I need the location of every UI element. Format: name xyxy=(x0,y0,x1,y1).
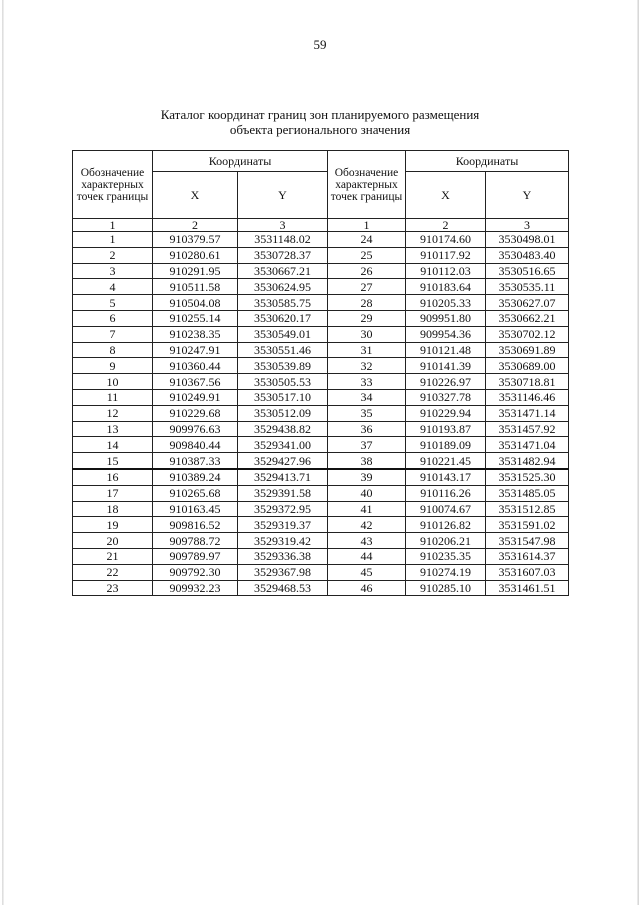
point-id-cell: 1 xyxy=(73,232,153,248)
column-number: 3 xyxy=(238,219,328,232)
x-cell: 910229.94 xyxy=(406,405,486,421)
column-number: 3 xyxy=(486,219,569,232)
point-id-cell: 15 xyxy=(73,453,153,469)
x-cell: 910226.97 xyxy=(406,374,486,390)
column-number: 1 xyxy=(328,219,406,232)
header-x-right: X xyxy=(406,172,486,219)
y-cell: 3530667.21 xyxy=(238,263,328,279)
x-cell: 910285.10 xyxy=(406,580,486,596)
y-cell: 3530718.81 xyxy=(486,374,569,390)
point-id-cell: 41 xyxy=(328,501,406,517)
y-cell: 3531485.05 xyxy=(486,485,569,501)
y-cell: 3531471.04 xyxy=(486,437,569,453)
table-row xyxy=(73,421,569,437)
y-cell: 3531461.51 xyxy=(486,580,569,596)
point-id-cell: 7 xyxy=(73,326,153,342)
x-cell: 910235.35 xyxy=(406,548,486,564)
x-cell: 909932.23 xyxy=(153,580,238,596)
point-id-cell: 33 xyxy=(328,374,406,390)
table-body xyxy=(73,219,569,596)
x-cell: 910247.91 xyxy=(153,342,238,358)
document-title xyxy=(0,107,640,137)
table-row xyxy=(73,358,569,374)
column-number-row xyxy=(73,219,569,232)
x-cell: 909954.36 xyxy=(406,326,486,342)
point-id-cell: 22 xyxy=(73,564,153,580)
table-row xyxy=(73,326,569,342)
y-cell: 3529319.37 xyxy=(238,517,328,533)
x-cell: 910116.26 xyxy=(406,485,486,501)
point-id-cell: 28 xyxy=(328,295,406,311)
table-row xyxy=(73,232,569,248)
header-coords-right: Координаты xyxy=(406,151,569,172)
table-row xyxy=(73,469,569,485)
x-cell: 910360.44 xyxy=(153,358,238,374)
table-row xyxy=(73,342,569,358)
y-cell: 3531614.37 xyxy=(486,548,569,564)
y-cell: 3530702.12 xyxy=(486,326,569,342)
y-cell: 3529341.00 xyxy=(238,437,328,453)
x-cell: 910379.57 xyxy=(153,232,238,248)
y-cell: 3530551.46 xyxy=(238,342,328,358)
y-cell: 3529413.71 xyxy=(238,469,328,485)
y-cell: 3531591.02 xyxy=(486,517,569,533)
x-cell: 910183.64 xyxy=(406,279,486,295)
point-id-cell: 44 xyxy=(328,548,406,564)
y-cell: 3529319.42 xyxy=(238,533,328,549)
table-row xyxy=(73,533,569,549)
title-line-2: объекта регионального значения xyxy=(229,122,411,137)
table-row xyxy=(73,517,569,533)
point-id-cell: 29 xyxy=(328,310,406,326)
point-id-cell: 43 xyxy=(328,533,406,549)
header-x-left: X xyxy=(153,172,238,219)
point-id-cell: 20 xyxy=(73,533,153,549)
x-cell: 910074.67 xyxy=(406,501,486,517)
point-id-cell: 13 xyxy=(73,421,153,437)
y-cell: 3530620.17 xyxy=(238,310,328,326)
point-id-cell: 2 xyxy=(73,247,153,263)
point-id-cell: 18 xyxy=(73,501,153,517)
point-id-cell: 14 xyxy=(73,437,153,453)
table-row xyxy=(73,389,569,405)
point-id-cell: 4 xyxy=(73,279,153,295)
y-cell: 3531457.92 xyxy=(486,421,569,437)
point-id-cell: 23 xyxy=(73,580,153,596)
y-cell: 3531525.30 xyxy=(486,469,569,485)
y-cell: 3530517.10 xyxy=(238,389,328,405)
table-row xyxy=(73,295,569,311)
x-cell: 910280.61 xyxy=(153,247,238,263)
point-id-cell: 30 xyxy=(328,326,406,342)
point-id-cell: 11 xyxy=(73,389,153,405)
point-id-cell: 37 xyxy=(328,437,406,453)
x-cell: 909792.30 xyxy=(153,564,238,580)
y-cell: 3530498.01 xyxy=(486,232,569,248)
y-cell: 3529367.98 xyxy=(238,564,328,580)
x-cell: 910255.14 xyxy=(153,310,238,326)
x-cell: 910189.09 xyxy=(406,437,486,453)
y-cell: 3529372.95 xyxy=(238,501,328,517)
x-cell: 910221.45 xyxy=(406,453,486,469)
column-number: 1 xyxy=(73,219,153,232)
point-id-cell: 24 xyxy=(328,232,406,248)
x-cell: 909788.72 xyxy=(153,533,238,549)
x-cell: 910367.56 xyxy=(153,374,238,390)
x-cell: 910511.58 xyxy=(153,279,238,295)
x-cell: 910143.17 xyxy=(406,469,486,485)
x-cell: 909816.52 xyxy=(153,517,238,533)
point-id-cell: 35 xyxy=(328,405,406,421)
y-cell: 3531547.98 xyxy=(486,533,569,549)
y-cell: 3529391.58 xyxy=(238,485,328,501)
y-cell: 3530728.37 xyxy=(238,247,328,263)
header-point-right: Обозначение характерных точек границы xyxy=(328,151,406,219)
y-cell: 3530539.89 xyxy=(238,358,328,374)
table-row xyxy=(73,247,569,263)
point-id-cell: 46 xyxy=(328,580,406,596)
point-id-cell: 26 xyxy=(328,263,406,279)
y-cell: 3530624.95 xyxy=(238,279,328,295)
page-number: 59 xyxy=(313,37,327,52)
table-row xyxy=(73,548,569,564)
y-cell: 3531148.02 xyxy=(238,232,328,248)
y-cell: 3531482.94 xyxy=(486,453,569,469)
x-cell: 910238.35 xyxy=(153,326,238,342)
y-cell: 3530585.75 xyxy=(238,295,328,311)
x-cell: 909951.80 xyxy=(406,310,486,326)
point-id-cell: 9 xyxy=(73,358,153,374)
y-cell: 3531607.03 xyxy=(486,564,569,580)
point-id-cell: 34 xyxy=(328,389,406,405)
point-id-cell: 16 xyxy=(73,469,153,485)
x-cell: 910112.03 xyxy=(406,263,486,279)
coordinates-table xyxy=(72,150,569,596)
table-row xyxy=(73,564,569,580)
x-cell: 909840.44 xyxy=(153,437,238,453)
x-cell: 910265.68 xyxy=(153,485,238,501)
column-number: 2 xyxy=(153,219,238,232)
x-cell: 910121.48 xyxy=(406,342,486,358)
y-cell: 3530627.07 xyxy=(486,295,569,311)
point-id-cell: 8 xyxy=(73,342,153,358)
table-row xyxy=(73,485,569,501)
x-cell: 910141.39 xyxy=(406,358,486,374)
point-id-cell: 42 xyxy=(328,517,406,533)
point-id-cell: 5 xyxy=(73,295,153,311)
title-line-1: Каталог координат границ зон планируемого размещения xyxy=(160,107,480,122)
y-cell: 3529427.96 xyxy=(238,453,328,469)
table-row xyxy=(73,374,569,390)
x-cell: 910229.68 xyxy=(153,405,238,421)
table-row xyxy=(73,310,569,326)
table-row xyxy=(73,437,569,453)
x-cell: 910327.78 xyxy=(406,389,486,405)
header-y-right: Y xyxy=(486,172,569,219)
x-cell: 910249.91 xyxy=(153,389,238,405)
point-id-cell: 12 xyxy=(73,405,153,421)
table-row xyxy=(73,263,569,279)
y-cell: 3531512.85 xyxy=(486,501,569,517)
point-id-cell: 27 xyxy=(328,279,406,295)
y-cell: 3530483.40 xyxy=(486,247,569,263)
y-cell: 3531471.14 xyxy=(486,405,569,421)
y-cell: 3530512.09 xyxy=(238,405,328,421)
x-cell: 909789.97 xyxy=(153,548,238,564)
y-cell: 3530516.65 xyxy=(486,263,569,279)
point-id-cell: 17 xyxy=(73,485,153,501)
x-cell: 910206.21 xyxy=(406,533,486,549)
y-cell: 3530535.11 xyxy=(486,279,569,295)
point-id-cell: 19 xyxy=(73,517,153,533)
x-cell: 910174.60 xyxy=(406,232,486,248)
table-row xyxy=(73,405,569,421)
x-cell: 910389.24 xyxy=(153,469,238,485)
x-cell: 910117.92 xyxy=(406,247,486,263)
y-cell: 3531146.46 xyxy=(486,389,569,405)
table-row xyxy=(73,453,569,469)
y-cell: 3529438.82 xyxy=(238,421,328,437)
point-id-cell: 45 xyxy=(328,564,406,580)
x-cell: 910126.82 xyxy=(406,517,486,533)
x-cell: 909976.63 xyxy=(153,421,238,437)
y-cell: 3530689.00 xyxy=(486,358,569,374)
x-cell: 910291.95 xyxy=(153,263,238,279)
y-cell: 3529336.38 xyxy=(238,548,328,564)
point-id-cell: 40 xyxy=(328,485,406,501)
point-id-cell: 21 xyxy=(73,548,153,564)
point-id-cell: 36 xyxy=(328,421,406,437)
table-row xyxy=(73,580,569,596)
y-cell: 3530662.21 xyxy=(486,310,569,326)
x-cell: 910387.33 xyxy=(153,453,238,469)
x-cell: 910205.33 xyxy=(406,295,486,311)
point-id-cell: 10 xyxy=(73,374,153,390)
point-id-cell: 32 xyxy=(328,358,406,374)
header-coords-left: Координаты xyxy=(153,151,328,172)
table-row xyxy=(73,279,569,295)
y-cell: 3530549.01 xyxy=(238,326,328,342)
x-cell: 910504.08 xyxy=(153,295,238,311)
header-y-left: Y xyxy=(238,172,328,219)
x-cell: 910163.45 xyxy=(153,501,238,517)
column-number: 2 xyxy=(406,219,486,232)
y-cell: 3530691.89 xyxy=(486,342,569,358)
point-id-cell: 3 xyxy=(73,263,153,279)
x-cell: 910274.19 xyxy=(406,564,486,580)
y-cell: 3530505.53 xyxy=(238,374,328,390)
point-id-cell: 6 xyxy=(73,310,153,326)
header-row-1 xyxy=(73,151,569,172)
point-id-cell: 31 xyxy=(328,342,406,358)
y-cell: 3529468.53 xyxy=(238,580,328,596)
point-id-cell: 39 xyxy=(328,469,406,485)
header-point-left: Обозначение характерных точек границы xyxy=(73,151,153,219)
x-cell: 910193.87 xyxy=(406,421,486,437)
point-id-cell: 38 xyxy=(328,453,406,469)
point-id-cell: 25 xyxy=(328,247,406,263)
table-row xyxy=(73,501,569,517)
